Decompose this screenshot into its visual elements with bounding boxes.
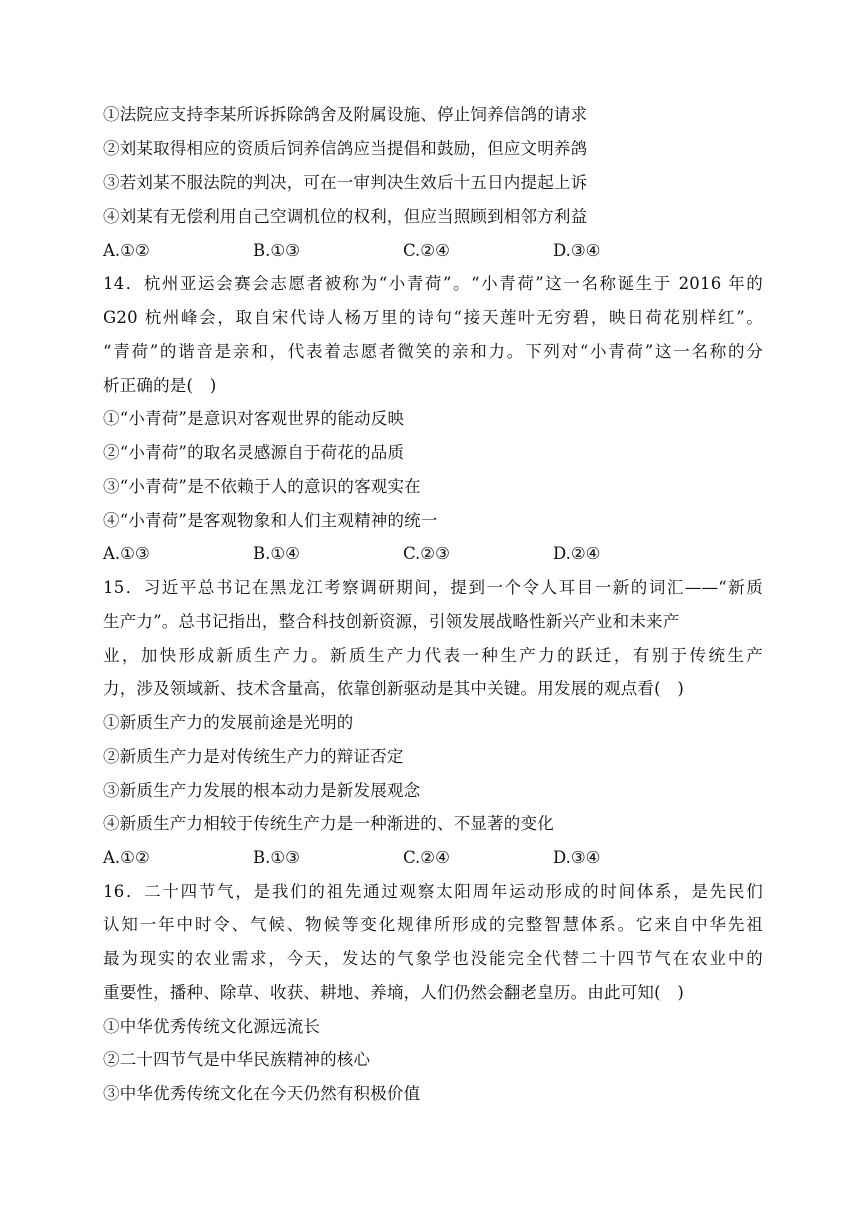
q13-options [103, 239, 763, 263]
q13-item-1: ①法院应支持李某所诉拆除鸽舍及附属设施、停止饲养信鸽的请求 [103, 105, 588, 124]
q14-item-2: ②“小青荷”的取名灵感源自于荷花的品质 [103, 443, 405, 462]
q15-item-2: ②新质生产力是对传统生产力的辩证否定 [103, 747, 404, 766]
q13-item-3: ③若刘某不服法院的判决，可在一审判决生效后十五日内提起上诉 [103, 173, 588, 192]
q14-options [103, 542, 763, 566]
q16-item-1: ①中华优秀传统文化源远流长 [103, 1017, 321, 1036]
q13-option-c: C.②④ [403, 241, 450, 260]
q14-item-1: ①“小青荷”是意识对客观世界的能动反映 [103, 409, 405, 428]
q16-stem-line-4: 重要性，播种、除草、收获、耕地、养墒，人们仍然会翻老皇历。由此可知( ) [103, 983, 685, 1002]
q14-item-4: ④“小青荷”是客观物象和人们主观精神的统一 [103, 511, 438, 530]
q15-stem-line-2: 生产力”。总书记指出，整合科技创新资源，引领发展战略性新兴产业和未来产 [103, 612, 680, 631]
q15-option-b: B.①③ [253, 848, 300, 867]
q14-stem-line-4: 析正确的是( ) [103, 376, 217, 395]
q15-item-1: ①新质生产力的发展前途是光明的 [103, 713, 354, 732]
q14-stem-line-2: G20 杭州峰会，取自宋代诗人杨万里的诗句“接天莲叶无穷碧，映日荷花别样红”。 [103, 308, 763, 327]
q13-option-b: B.①③ [253, 241, 300, 260]
q14-option-c: C.②③ [403, 544, 450, 563]
q14-option-a: A.①③ [103, 544, 150, 563]
q13-item-4: ④刘某有无偿利用自己空调机位的权利，但应当照顾到相邻方利益 [103, 207, 588, 226]
q15-stem-line-3: 业，加快形成新质生产力。新质生产力代表一种生产力的跃迁，有别于传统生产 [103, 646, 763, 665]
q14-stem-line-3: “青荷”的谐音是亲和，代表着志愿者微笑的亲和力。下列对“小青荷”这一名称的分 [103, 342, 763, 361]
q13-option-a: A.①② [103, 241, 150, 260]
q14-option-d: D.②④ [553, 544, 601, 563]
q15-option-a: A.①② [103, 848, 150, 867]
q15-stem-line-1: 15．习近平总书记在黑龙江考察调研期间，提到一个令人耳目一新的词汇——“新质 [103, 578, 763, 597]
q14-item-3: ③“小青荷”是不依赖于人的意识的客观实在 [103, 477, 421, 496]
q13-option-d: D.③④ [553, 241, 601, 260]
q14-stem-line-1: 14．杭州亚运会赛会志愿者被称为“小青荷”。“小青荷”这一名称诞生于 2016 年的 [103, 274, 763, 293]
q15-option-c: C.②④ [403, 848, 450, 867]
q15-options [103, 846, 763, 870]
q13-item-2: ②刘某取得相应的资质后饲养信鸽应当提倡和鼓励，但应文明养鸽 [103, 139, 588, 158]
q14-option-b: B.①④ [253, 544, 300, 563]
q16-stem-line-1: 16．二十四节气，是我们的祖先通过观察太阳周年运动形成的时间体系，是先民们 [103, 882, 763, 901]
q16-item-3: ③中华优秀传统文化在今天仍然有积极价值 [103, 1084, 421, 1103]
q15-item-3: ③新质生产力发展的根本动力是新发展观念 [103, 781, 421, 800]
q15-stem-line-4: 力，涉及领域新、技术含量高，依靠创新驱动是其中关键。用发展的观点看( ) [103, 679, 685, 698]
q16-stem-line-3: 最为现实的农业需求，今天，发达的气象学也没能完全代替二十四节气在农业中的 [103, 949, 763, 968]
q15-item-4: ④新质生产力相较于传统生产力是一种渐进的、不显著的变化 [103, 814, 554, 833]
q16-item-2: ②二十四节气是中华民族精神的核心 [103, 1050, 371, 1069]
q16-stem-line-2: 认知一年中时令、气候、物候等变化规律所形成的完整智慧体系。它来自中华先祖 [103, 915, 763, 934]
q15-option-d: D.③④ [553, 848, 601, 867]
